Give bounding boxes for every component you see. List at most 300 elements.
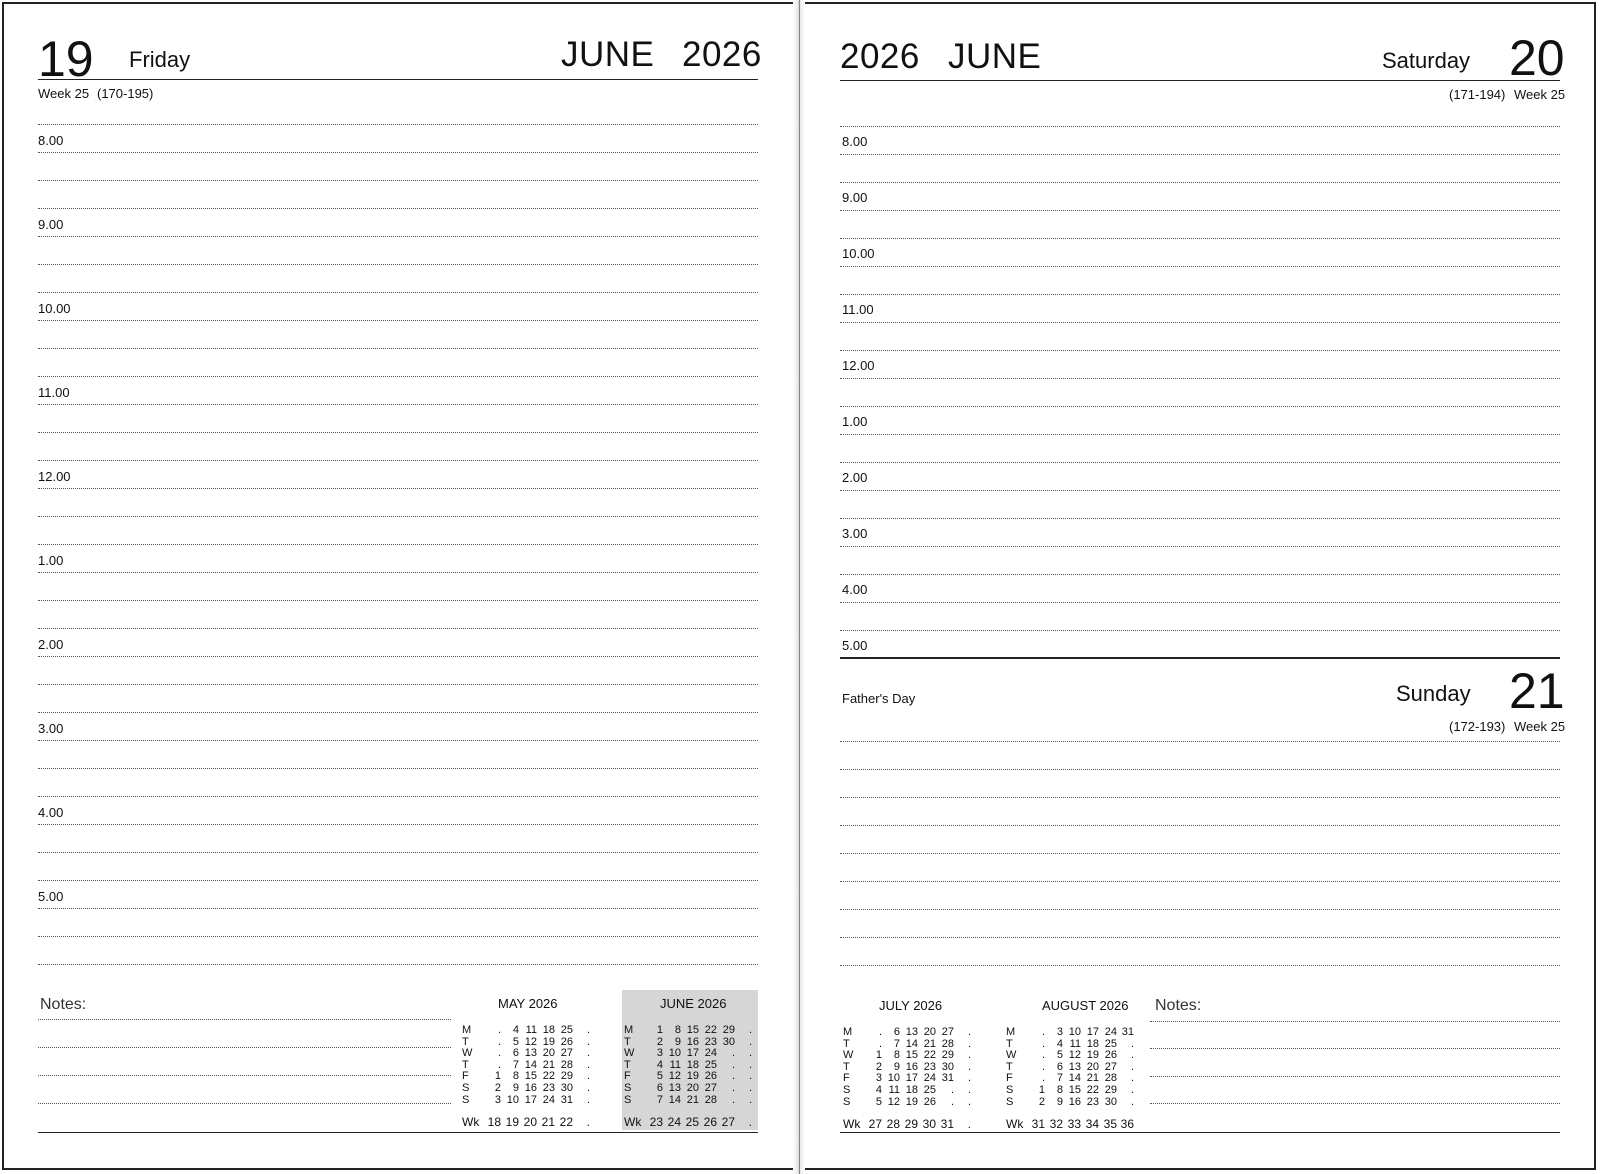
left-time-label: 4.00 bbox=[38, 805, 64, 820]
mini-calendar-day: 4 bbox=[512, 1024, 519, 1036]
saturday-time-label: 8.00 bbox=[842, 134, 868, 149]
saturday-ruled-line bbox=[840, 350, 1560, 351]
left-ruled-line bbox=[38, 320, 758, 321]
mini-calendar-day: 30 bbox=[560, 1082, 573, 1094]
mini-calendar-day: . bbox=[1041, 1072, 1045, 1085]
mini-calendar-day: 7 bbox=[1056, 1072, 1063, 1085]
saturday-ruled-line bbox=[840, 602, 1560, 603]
mini-calendar-row-label: S bbox=[624, 1093, 632, 1106]
mini-calendar-day: 20 bbox=[686, 1082, 699, 1094]
left-time-label: 9.00 bbox=[38, 217, 64, 232]
left-ruled-line bbox=[38, 824, 758, 825]
mini-calendar-day: 6 bbox=[512, 1047, 519, 1060]
mini-calendar-day: 28 bbox=[886, 1117, 900, 1131]
mini-calendar-row-label: T bbox=[624, 1058, 631, 1071]
saturday-time-label: 10.00 bbox=[842, 246, 875, 261]
mini-calendar-day: . bbox=[967, 1037, 971, 1050]
mini-calendar-day: . bbox=[967, 1026, 971, 1038]
mini-calendar-day: 13 bbox=[905, 1026, 918, 1038]
mini-calendar-day: . bbox=[748, 1035, 752, 1048]
mini-calendar-day: . bbox=[586, 1115, 590, 1129]
mini-calendar-day: 23 bbox=[542, 1082, 555, 1094]
mini-calendar-day: 31 bbox=[560, 1093, 573, 1106]
saturday-time-label: 3.00 bbox=[842, 526, 868, 541]
mini-calendar-day: 34 bbox=[1085, 1117, 1099, 1131]
mini-calendar-day: . bbox=[731, 1070, 735, 1083]
left-time-label: 10.00 bbox=[38, 301, 71, 316]
mini-calendar-row-label: T bbox=[624, 1035, 631, 1048]
mini-calendar-day: 18 bbox=[487, 1115, 501, 1129]
mini-calendar-day: . bbox=[1130, 1095, 1134, 1108]
left-notes-line bbox=[38, 1075, 451, 1076]
mini-calendar-day: . bbox=[586, 1024, 590, 1036]
mini-calendar-day: 16 bbox=[1068, 1095, 1081, 1108]
mini-calendar-row-label: S bbox=[462, 1093, 470, 1106]
mini-calendar-day: . bbox=[1130, 1084, 1134, 1096]
mini-calendar-row-label: M bbox=[1006, 1026, 1016, 1038]
mini-calendar-day: . bbox=[731, 1058, 735, 1071]
left-month: JUNE bbox=[561, 35, 655, 74]
mini-calendar-row-label: Wk bbox=[624, 1115, 642, 1129]
mini-calendar-day: 18 bbox=[686, 1058, 699, 1071]
mini-calendar-day: 15 bbox=[1068, 1084, 1081, 1096]
right-notes-line bbox=[1150, 1103, 1560, 1104]
mini-calendar-day: 18 bbox=[1086, 1037, 1099, 1050]
mini-calendar-day: 25 bbox=[704, 1058, 717, 1071]
mini-calendar-row-label: Wk bbox=[1006, 1117, 1024, 1131]
mini-calendar-day: 21 bbox=[1086, 1072, 1099, 1085]
mini-calendar-day: 2 bbox=[494, 1082, 501, 1094]
mini-calendar-day: 5 bbox=[875, 1095, 882, 1108]
right-notes-line bbox=[1150, 1021, 1560, 1022]
left-ruled-line bbox=[38, 684, 758, 685]
sunday-day-number: 21 bbox=[1509, 663, 1565, 719]
mini-calendar-day: 19 bbox=[686, 1070, 699, 1083]
mini-calendar-day: 25 bbox=[1104, 1037, 1117, 1050]
mini-calendar-day: . bbox=[967, 1049, 971, 1062]
mini-calendar-day: 26 bbox=[1104, 1049, 1117, 1062]
right-bottom-rule bbox=[840, 1132, 1560, 1133]
weekend-divider bbox=[840, 657, 1560, 659]
mini-calendar-day: 24 bbox=[923, 1072, 936, 1085]
mini-calendar-day: 1 bbox=[494, 1070, 501, 1083]
mini-calendar-day: . bbox=[878, 1037, 882, 1050]
mini-calendar-day: . bbox=[950, 1084, 954, 1096]
mini-calendar-day: 11 bbox=[525, 1024, 537, 1036]
mini-calendar-day: 9 bbox=[674, 1035, 681, 1048]
mini-calendar-title: MAY 2026 bbox=[498, 996, 558, 1011]
saturday-ruled-line bbox=[840, 630, 1560, 631]
mini-calendar-day: 24 bbox=[542, 1093, 555, 1106]
mini-calendar-day: 16 bbox=[524, 1082, 537, 1094]
mini-calendar-day: 14 bbox=[1068, 1072, 1081, 1085]
mini-calendar-day: 31 bbox=[1121, 1026, 1134, 1038]
sunday-week: Week 25 bbox=[1514, 719, 1566, 734]
saturday-ruled-line bbox=[840, 378, 1560, 379]
mini-calendar-day: 21 bbox=[686, 1093, 699, 1106]
left-notes-line bbox=[38, 1019, 451, 1020]
mini-calendar-row-label: T bbox=[843, 1060, 850, 1073]
saturday-time-label: 2.00 bbox=[842, 470, 868, 485]
mini-calendar-day: . bbox=[586, 1082, 590, 1094]
mini-calendar-day: 3 bbox=[1056, 1026, 1063, 1038]
mini-calendar-day: 24 bbox=[667, 1115, 681, 1129]
mini-calendar-day: . bbox=[748, 1082, 752, 1094]
mini-calendar-day: 20 bbox=[1086, 1060, 1099, 1073]
left-ruled-line bbox=[38, 628, 758, 629]
mini-calendar-day: 2 bbox=[656, 1035, 663, 1048]
mini-calendar-day: . bbox=[967, 1084, 971, 1096]
sunday-day-count: (172-193) bbox=[1449, 719, 1506, 734]
left-ruled-line bbox=[38, 544, 758, 545]
left-ruled-line bbox=[38, 880, 758, 881]
mini-calendar-day: 14 bbox=[524, 1058, 537, 1071]
mini-calendar-day: 3 bbox=[656, 1047, 663, 1060]
mini-calendar-day: 27 bbox=[560, 1047, 573, 1060]
mini-calendar-day: . bbox=[1041, 1026, 1045, 1038]
mini-calendar-day: 15 bbox=[686, 1024, 699, 1036]
mini-calendar-day: 22 bbox=[1086, 1084, 1099, 1096]
mini-calendar-day: 12 bbox=[1068, 1049, 1081, 1062]
mini-calendar-day: 27 bbox=[941, 1026, 954, 1038]
mini-calendar-day: 16 bbox=[905, 1060, 918, 1073]
mini-calendar-day: 25 bbox=[923, 1084, 936, 1096]
left-ruled-line bbox=[38, 852, 758, 853]
saturday-day-number: 20 bbox=[1509, 30, 1565, 86]
mini-calendar-day: 28 bbox=[560, 1058, 573, 1071]
mini-calendar-day: 20 bbox=[542, 1047, 555, 1060]
mini-calendar-day: 19 bbox=[1086, 1049, 1099, 1062]
saturday-time-label: 4.00 bbox=[842, 582, 868, 597]
left-ruled-line bbox=[38, 796, 758, 797]
left-time-label: 1.00 bbox=[38, 553, 64, 568]
mini-calendar-day: 31 bbox=[941, 1072, 954, 1085]
mini-calendar-day: . bbox=[950, 1095, 954, 1108]
mini-calendar-day: 6 bbox=[893, 1026, 900, 1038]
mini-calendar-day: 26 bbox=[560, 1035, 573, 1048]
left-ruled-line bbox=[38, 964, 758, 965]
mini-calendar-day: 29 bbox=[904, 1117, 918, 1131]
left-ruled-line bbox=[38, 180, 758, 181]
saturday-ruled-line bbox=[840, 322, 1560, 323]
saturday-ruled-line bbox=[840, 266, 1560, 267]
saturday-ruled-line bbox=[840, 238, 1560, 239]
mini-calendar-day: . bbox=[1130, 1049, 1134, 1062]
saturday-day-name: Saturday bbox=[1382, 48, 1471, 73]
mini-calendar-day: . bbox=[586, 1070, 590, 1083]
sunday-ruled-line bbox=[840, 853, 1560, 854]
mini-calendar-day: 27 bbox=[868, 1117, 882, 1131]
mini-calendar-day: . bbox=[731, 1082, 735, 1094]
left-ruled-line bbox=[38, 740, 758, 741]
mini-calendar-day: 26 bbox=[703, 1115, 717, 1129]
mini-calendar-day: 31 bbox=[1031, 1117, 1045, 1131]
mini-calendar-row-label: M bbox=[462, 1024, 472, 1036]
sunday-ruled-line bbox=[840, 797, 1560, 798]
saturday-week: Week 25 bbox=[1514, 87, 1566, 102]
mini-calendar-day: . bbox=[967, 1095, 971, 1108]
mini-calendar-day: 10 bbox=[668, 1047, 681, 1060]
mini-calendar-day: 22 bbox=[704, 1024, 717, 1036]
mini-calendar-row-label: F bbox=[624, 1070, 631, 1083]
mini-calendar-day: 21 bbox=[542, 1058, 555, 1071]
mini-calendar-day: 32 bbox=[1049, 1117, 1063, 1131]
mini-calendar-day: 23 bbox=[704, 1035, 717, 1048]
mini-calendar-row-label: W bbox=[624, 1047, 635, 1060]
mini-calendar-day: . bbox=[1130, 1072, 1134, 1085]
mini-calendar-day: 22 bbox=[559, 1115, 573, 1129]
mini-calendar-day: 10 bbox=[506, 1093, 519, 1106]
mini-calendar-day: . bbox=[497, 1047, 501, 1060]
mini-calendar-day: 9 bbox=[512, 1082, 519, 1094]
left-ruled-line bbox=[38, 460, 758, 461]
mini-calendar-day: 11 bbox=[669, 1058, 681, 1071]
mini-calendar-day: 23 bbox=[923, 1060, 936, 1073]
left-notes-line bbox=[38, 1047, 451, 1048]
mini-calendar-day: 13 bbox=[524, 1047, 537, 1060]
mini-calendar-day: . bbox=[731, 1093, 735, 1106]
mini-calendar-row-label: Wk bbox=[462, 1115, 480, 1129]
right-notes-line bbox=[1150, 1048, 1560, 1049]
sunday-ruled-line bbox=[840, 741, 1560, 742]
mini-calendar-day: 33 bbox=[1067, 1117, 1081, 1131]
mini-calendar-day: 8 bbox=[674, 1024, 681, 1036]
mini-calendar-day: 24 bbox=[1104, 1026, 1117, 1038]
saturday-time-label: 5.00 bbox=[842, 638, 868, 653]
mini-calendar-day: 29 bbox=[560, 1070, 573, 1083]
mini-calendar-day: 10 bbox=[1068, 1026, 1081, 1038]
mini-calendar-day: 8 bbox=[1056, 1084, 1063, 1096]
mini-calendar-day: 2 bbox=[1038, 1095, 1045, 1108]
right-notes-label: Notes: bbox=[1155, 997, 1202, 1014]
mini-calendar-day: . bbox=[967, 1072, 971, 1085]
mini-calendar-day: 12 bbox=[668, 1070, 681, 1083]
mini-calendar-day: . bbox=[878, 1026, 882, 1038]
mini-calendar-day: 17 bbox=[524, 1093, 537, 1106]
mini-calendar-day: 19 bbox=[542, 1035, 555, 1048]
mini-calendar-title: JULY 2026 bbox=[879, 998, 943, 1013]
mini-calendar-day: . bbox=[497, 1024, 501, 1036]
mini-calendar-day: . bbox=[586, 1035, 590, 1048]
left-ruled-line bbox=[38, 488, 758, 489]
left-ruled-line bbox=[38, 768, 758, 769]
mini-calendar-day: 12 bbox=[887, 1095, 900, 1108]
left-ruled-line bbox=[38, 432, 758, 433]
left-ruled-line bbox=[38, 656, 758, 657]
mini-calendar-day: 17 bbox=[1086, 1026, 1099, 1038]
mini-calendar-day: 10 bbox=[887, 1072, 900, 1085]
mini-calendar-row-label: T bbox=[1006, 1060, 1013, 1073]
mini-calendar-day: 4 bbox=[1056, 1037, 1063, 1050]
left-ruled-line bbox=[38, 152, 758, 153]
mini-calendar-day: 35 bbox=[1103, 1117, 1117, 1131]
mini-calendar-title: JUNE 2026 bbox=[660, 996, 727, 1011]
mini-calendar-day: . bbox=[1041, 1060, 1045, 1073]
mini-calendar-row-label: Wk bbox=[843, 1117, 861, 1131]
mini-calendar-row-label: S bbox=[843, 1095, 851, 1108]
mini-calendar-row-label: M bbox=[843, 1026, 853, 1038]
left-time-label: 12.00 bbox=[38, 469, 71, 484]
mini-calendar-row-label: W bbox=[1006, 1049, 1017, 1062]
mini-calendar-day: 4 bbox=[875, 1084, 882, 1096]
saturday-day-count: (171-194) bbox=[1449, 87, 1506, 102]
mini-calendar-day: 29 bbox=[941, 1049, 954, 1062]
mini-calendar-day: 15 bbox=[905, 1049, 918, 1062]
mini-calendar-day: . bbox=[748, 1047, 752, 1060]
mini-calendar-day: 31 bbox=[940, 1117, 954, 1131]
mini-calendar-day: 21 bbox=[541, 1115, 555, 1129]
sunday-ruled-line bbox=[840, 881, 1560, 882]
mini-calendar-row-label: T bbox=[462, 1058, 469, 1071]
saturday-ruled-line bbox=[840, 406, 1560, 407]
mini-calendar-day: 23 bbox=[1086, 1095, 1099, 1108]
left-day-name: Friday bbox=[129, 47, 191, 72]
mini-calendar-day: . bbox=[748, 1058, 752, 1071]
mini-calendar-day: 22 bbox=[542, 1070, 555, 1083]
left-ruled-line bbox=[38, 236, 758, 237]
mini-calendar-day: . bbox=[748, 1070, 752, 1083]
sunday-ruled-line bbox=[840, 937, 1560, 938]
mini-calendar-day: 15 bbox=[524, 1070, 537, 1083]
book-spine-line bbox=[799, 0, 800, 1174]
left-time-label: 5.00 bbox=[38, 889, 64, 904]
right-year: 2026 bbox=[840, 37, 920, 76]
mini-calendar-row-label: F bbox=[1006, 1072, 1013, 1085]
mini-calendar-day: . bbox=[497, 1035, 501, 1048]
mini-calendar-day: 19 bbox=[905, 1095, 918, 1108]
left-ruled-line bbox=[38, 908, 758, 909]
left-ruled-line bbox=[38, 208, 758, 209]
mini-calendar-day: . bbox=[748, 1093, 752, 1106]
left-ruled-line bbox=[38, 264, 758, 265]
mini-calendar-day: 30 bbox=[722, 1035, 735, 1048]
saturday-time-label: 11.00 bbox=[842, 302, 874, 317]
mini-calendar-day: 27 bbox=[704, 1082, 717, 1094]
mini-calendar-row-label: T bbox=[1006, 1037, 1013, 1050]
mini-calendar-day: . bbox=[1130, 1060, 1134, 1073]
left-time-label: 3.00 bbox=[38, 721, 64, 736]
mini-calendar-day: 27 bbox=[1104, 1060, 1117, 1073]
left-notes-line bbox=[38, 1103, 451, 1104]
mini-calendar-day: 8 bbox=[512, 1070, 519, 1083]
mini-calendar-day: 14 bbox=[668, 1093, 681, 1106]
left-ruled-line bbox=[38, 292, 758, 293]
right-month: JUNE bbox=[948, 37, 1042, 76]
mini-calendar-day: 27 bbox=[721, 1115, 735, 1129]
left-year: 2026 bbox=[682, 35, 762, 74]
mini-calendar-day: 30 bbox=[941, 1060, 954, 1073]
mini-calendar-day: 1 bbox=[1038, 1084, 1045, 1096]
mini-calendar-day: 1 bbox=[875, 1049, 882, 1062]
saturday-ruled-line bbox=[840, 518, 1560, 519]
mini-calendar-day: . bbox=[586, 1058, 590, 1071]
left-week: Week 25 bbox=[38, 86, 90, 101]
mini-calendar-row-label: T bbox=[843, 1037, 850, 1050]
saturday-ruled-line bbox=[840, 434, 1560, 435]
left-bottom-rule bbox=[38, 1132, 758, 1133]
sunday-holiday: Father's Day bbox=[842, 691, 916, 706]
left-ruled-line bbox=[38, 124, 758, 125]
mini-calendar-row-label: T bbox=[462, 1035, 469, 1048]
left-ruled-line bbox=[38, 376, 758, 377]
mini-calendar-day: 3 bbox=[494, 1093, 501, 1106]
mini-calendar-day: . bbox=[967, 1117, 971, 1131]
mini-calendar-row-label: F bbox=[843, 1072, 850, 1085]
left-ruled-line bbox=[38, 516, 758, 517]
mini-calendar-row-label: S bbox=[624, 1082, 632, 1094]
mini-calendar-day: 4 bbox=[656, 1058, 663, 1071]
mini-calendar-day: 9 bbox=[1056, 1095, 1063, 1108]
mini-calendar-day: 30 bbox=[922, 1117, 936, 1131]
mini-calendar-row-label: S bbox=[462, 1082, 470, 1094]
saturday-ruled-line bbox=[840, 126, 1560, 127]
mini-calendar-day: 6 bbox=[1056, 1060, 1063, 1073]
mini-calendar-day: 18 bbox=[905, 1084, 918, 1096]
left-ruled-line bbox=[38, 348, 758, 349]
mini-calendar-day: . bbox=[497, 1058, 501, 1071]
mini-calendar-day: 11 bbox=[888, 1084, 900, 1096]
mini-calendar-day: . bbox=[731, 1047, 735, 1060]
sunday-ruled-line bbox=[840, 909, 1560, 910]
left-time-label: 11.00 bbox=[38, 385, 70, 400]
mini-calendar-day: . bbox=[1041, 1049, 1045, 1062]
left-header-rule bbox=[38, 79, 758, 80]
mini-calendar-day: . bbox=[1130, 1037, 1134, 1050]
saturday-time-label: 12.00 bbox=[842, 358, 875, 373]
mini-calendar-day: 1 bbox=[656, 1024, 663, 1036]
saturday-ruled-line bbox=[840, 294, 1560, 295]
mini-calendar-day: 13 bbox=[668, 1082, 681, 1094]
saturday-ruled-line bbox=[840, 210, 1560, 211]
mini-calendar-day: 8 bbox=[893, 1049, 900, 1062]
right-header-rule bbox=[840, 80, 1560, 81]
left-day-count: (170-195) bbox=[97, 86, 154, 101]
mini-calendar-day: 5 bbox=[512, 1035, 519, 1048]
mini-calendar-row-label: S bbox=[1006, 1084, 1014, 1096]
saturday-time-label: 1.00 bbox=[842, 414, 868, 429]
left-day-number: 19 bbox=[38, 31, 94, 87]
saturday-ruled-line bbox=[840, 546, 1560, 547]
mini-calendar-day: 19 bbox=[505, 1115, 519, 1129]
sunday-ruled-line bbox=[840, 769, 1560, 770]
mini-calendar-day: 24 bbox=[704, 1047, 717, 1060]
right-notes-line bbox=[1150, 1076, 1560, 1077]
mini-calendar-day: 16 bbox=[686, 1035, 699, 1048]
mini-calendar-day: 6 bbox=[656, 1082, 663, 1094]
left-time-label: 8.00 bbox=[38, 133, 64, 148]
mini-calendar-day: 7 bbox=[893, 1037, 900, 1050]
sunday-ruled-line bbox=[840, 825, 1560, 826]
left-time-label: 2.00 bbox=[38, 637, 64, 652]
mini-calendar-day: . bbox=[748, 1024, 752, 1036]
saturday-ruled-line bbox=[840, 154, 1560, 155]
left-ruled-line bbox=[38, 712, 758, 713]
mini-calendar-day: 28 bbox=[1104, 1072, 1117, 1085]
mini-calendar-day: 3 bbox=[875, 1072, 882, 1085]
mini-calendar-row-label: F bbox=[462, 1070, 469, 1083]
mini-calendar-day: 26 bbox=[704, 1070, 717, 1083]
mini-calendar-day: 21 bbox=[923, 1037, 936, 1050]
mini-calendar-day: 14 bbox=[905, 1037, 918, 1050]
mini-calendar-row-label: M bbox=[624, 1024, 634, 1036]
left-ruled-line bbox=[38, 600, 758, 601]
mini-calendar-day: . bbox=[586, 1047, 590, 1060]
mini-calendar-day: . bbox=[586, 1093, 590, 1106]
mini-calendar-day: 18 bbox=[542, 1024, 555, 1036]
saturday-time-label: 9.00 bbox=[842, 190, 868, 205]
mini-calendar-day: 9 bbox=[893, 1060, 900, 1073]
mini-calendar-day: 13 bbox=[1068, 1060, 1081, 1073]
